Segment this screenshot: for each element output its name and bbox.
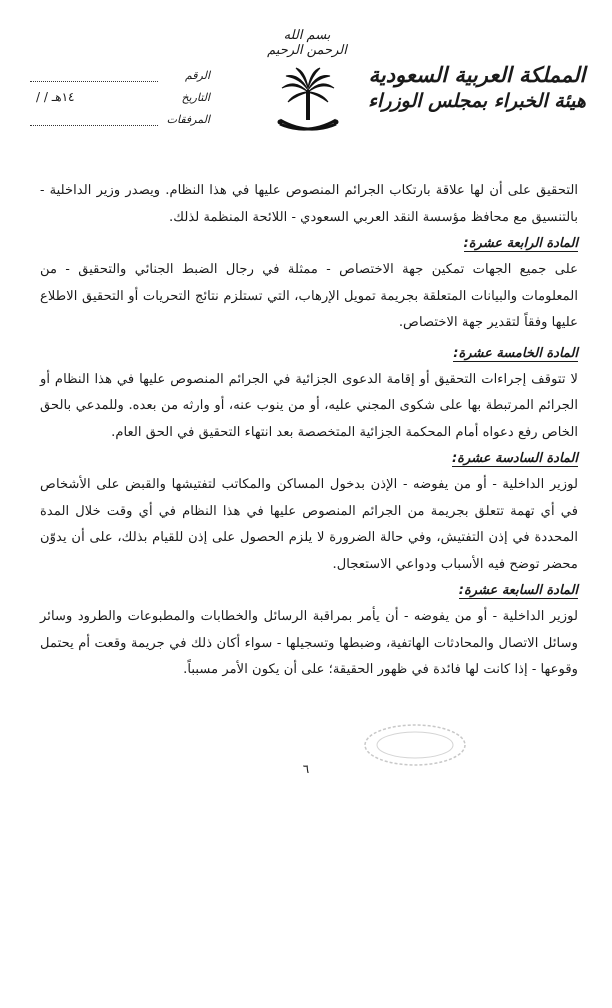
article-17-title: المادة السابعة عشرة:	[458, 583, 578, 598]
article-14-text: على جميع الجهات تمكين جهة الاختصاص - ممثلة في رجال الضبط الجنائي والتحقيق - من المعلومات والبيانات المتعلقة بجريمة تمويل الإرهاب، التي تستلزم نتائج التحريات أو التحقيق الاطلاع عليها وفقاً لتقدير جهة الاختصاص.	[40, 262, 578, 330]
kingdom-title	[362, 62, 592, 114]
article-14-title: المادة الرابعة عشرة:	[463, 236, 578, 251]
date-value: / / ١٤هـ	[36, 90, 75, 104]
date-row	[30, 82, 210, 104]
page-number: ٦	[302, 762, 310, 776]
article-14-heading	[40, 231, 578, 257]
authority-name: هيئة الخبراء بمجلس الوزراء	[368, 90, 586, 112]
date-label: التاريخ	[181, 91, 210, 104]
article-17-text: لوزير الداخلية - أو من يفوضه - أن يأمر بمراقبة الرسائل والخطابات والمطبوعات والطرود وسائر وسائل الاتصال والمحادثات الهاتفية، وضبطها وتسجيلها - سواء أكان ذلك في جريمة وقعت أم يحتمل وقوعها - إذا كانت لها فائدة في ظهور الحقيقة؛ على أن يكون الأمر مسبباً.	[40, 609, 578, 677]
paragraph-continuation: التحقيق على أن لها علاقة بارتكاب الجرائم المنصوص عليها في هذا النظام. ويصدر وزير الداخلية - بالتنسيق مع محافظ مؤسسة النقد العربي السعودي - اللائحة المنظمة لذلك.	[40, 183, 578, 225]
ref-line	[30, 67, 158, 82]
article-17-heading	[40, 578, 578, 604]
article-16-heading	[40, 446, 578, 472]
palm-swords-emblem-icon	[268, 62, 348, 142]
attachments-label: المرفقات	[166, 113, 210, 126]
attachments-row	[30, 104, 210, 126]
ref-label: الرقم	[184, 69, 210, 82]
article-15-text: لا تتوقف إجراءات التحقيق أو إقامة الدعوى الجزائية في الجرائم المنصوص عليها في هذا النظام أو الجرائم المرتبطة بها على شكوى المجني عليه، أو من ينوب عنه، أو وارثه من بعده. وللمدعي بالحق الخاص رفع دعواه أمام المحكمة الجزائية المتخصصة بعد انتهاء التحقيق في الحق العام.	[40, 371, 578, 440]
attachments-line	[30, 111, 158, 126]
article-15-title: المادة الخامسة عشرة:	[453, 345, 578, 361]
document-body	[40, 178, 578, 684]
article-16-text: لوزير الداخلية - أو من يفوضه - الإذن بدخول المساكن والمكاتب لتفتيشها والقبض على الأشخاص في أي تهمة تتعلق بجريمة من الجرائم المنصوص عليها في هذا النظام في أي وقت خلال المدة المحددة في إذن التفتيش، وفي حالة الضرورة لا يلزم الحصول على إذن للقيام بذلك، على أن يدوّن محضر توضح فيه الأسباب ودواعي الاستعجال.	[40, 477, 578, 572]
reference-block	[30, 60, 210, 126]
article-15-heading	[40, 341, 578, 367]
kingdom-name: المملكة العربية السعودية	[368, 62, 586, 87]
article-16-title: المادة السادسة عشرة:	[451, 451, 578, 466]
basmala: بسم الله الرحمن الرحيم	[267, 28, 347, 58]
ref-row	[30, 60, 210, 82]
faded-stamp-icon	[360, 720, 470, 770]
